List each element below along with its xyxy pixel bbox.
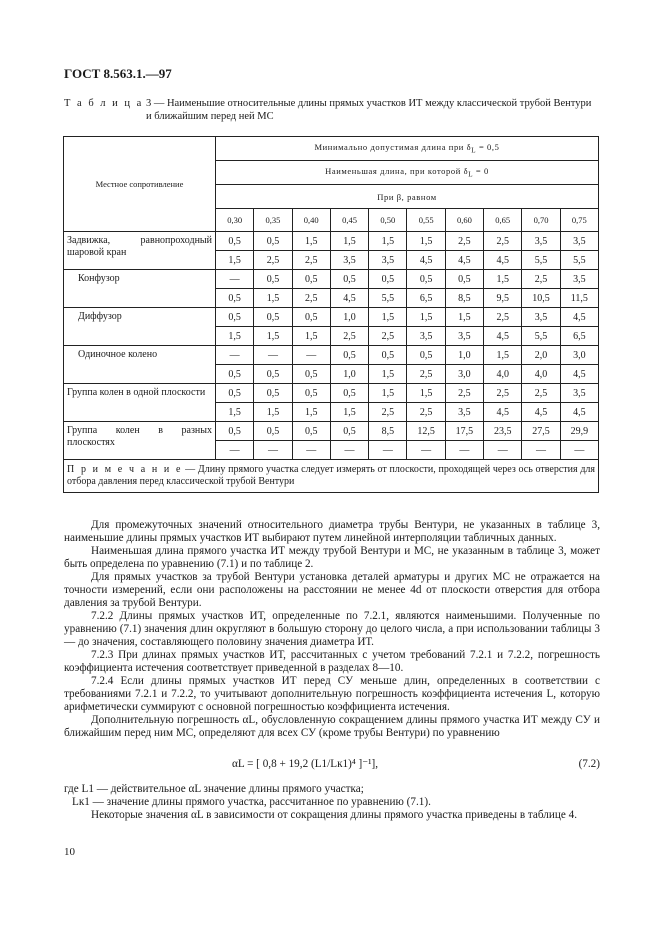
table-cell: 0,5 [216, 422, 254, 441]
table-cell: 0,5 [330, 270, 368, 289]
table-cell: 4,5 [484, 251, 522, 270]
beta-cell: 0,45 [330, 209, 368, 232]
table-cell: 1,5 [407, 308, 445, 327]
table-cell: 1,5 [484, 270, 522, 289]
table-cell: 1,5 [484, 346, 522, 365]
table-cell: 0,5 [369, 270, 407, 289]
caption-text-line1: 3 — Наименьшие относительные длины прямых участков ИТ между классической трубой Вентури [145, 98, 592, 109]
table-cell: 5,5 [522, 251, 560, 270]
table-cell: 6,5 [560, 327, 598, 346]
table-cell: 3,0 [560, 346, 598, 365]
table-cell: 3,5 [522, 308, 560, 327]
table-cell: 2,5 [445, 384, 483, 403]
table-cell: 0,5 [216, 308, 254, 327]
table-cell: 0,5 [369, 346, 407, 365]
table-cell: — [369, 441, 407, 460]
table-cell: 3,5 [560, 270, 598, 289]
table-cell: 0,5 [292, 422, 330, 441]
table-cell: — [484, 441, 522, 460]
table-cell: 2,5 [445, 232, 483, 251]
table-cell: 1,5 [254, 403, 292, 422]
table-row [64, 346, 599, 365]
table-cell: 9,5 [484, 289, 522, 308]
beta-cell: 0,75 [560, 209, 598, 232]
table-cell: 1,5 [292, 232, 330, 251]
table-cell: 0,5 [407, 270, 445, 289]
table-cell: 1,5 [369, 384, 407, 403]
beta-cell: 0,65 [484, 209, 522, 232]
table-cell: — [216, 346, 254, 365]
table-cell: 0,5 [254, 308, 292, 327]
table-cell: 0,5 [407, 346, 445, 365]
beta-cell: 0,35 [254, 209, 292, 232]
table-cell: 10,5 [522, 289, 560, 308]
note-text: — Длину прямого участка следует измерять от плоскости, проходящей через ось отверстия для отбора давления перед классической трубой Вентури [67, 464, 596, 487]
table-caption [64, 97, 600, 123]
head-smallest-length: Наименьшая длина, при которой $\delta_L = 0$ [216, 161, 599, 185]
table-cell: 6,5 [407, 289, 445, 308]
table-cell: 1,0 [445, 346, 483, 365]
table-cell: 2,5 [484, 308, 522, 327]
table-cell: 12,5 [407, 422, 445, 441]
table-cell: 5,5 [560, 251, 598, 270]
table-cell: 0,5 [292, 365, 330, 384]
table-cell: 23,5 [484, 422, 522, 441]
beta-cell: 0,60 [445, 209, 483, 232]
definition-1: где L1 — действительное αL значение длины прямого участка; [64, 783, 364, 795]
table-cell: 2,5 [522, 384, 560, 403]
caption-label: Т а б л и ц а [64, 98, 144, 109]
table-cell: — [330, 441, 368, 460]
formula-number: (7.2) [578, 758, 600, 770]
table-cell: 3,5 [330, 251, 368, 270]
beta-cell: 0,55 [407, 209, 445, 232]
table-cell: 0,5 [292, 308, 330, 327]
paragraph-3: Для прямых участков за трубой Вентури установка деталей арматуры и других МС не отражается на точности измерений, если они расположены на расстоянии не менее 4d от плоскости отверстия для отбора давления за трубой Вентури. [64, 571, 600, 609]
table-cell: — [522, 441, 560, 460]
table-row [64, 232, 599, 251]
table-cell: 1,5 [369, 365, 407, 384]
table-cell: 0,5 [216, 365, 254, 384]
table-cell: 1,5 [330, 232, 368, 251]
resistance-name: Задвижка, равнопроходный шаровой кран [64, 232, 216, 270]
formula-7-2 [64, 758, 600, 771]
table-cell: 3,5 [560, 384, 598, 403]
head-min-length: Минимально допустимая длина при $\delta_L = 0,5$ [216, 137, 599, 161]
table-cell: 3,5 [445, 327, 483, 346]
table-cell: 4,5 [560, 365, 598, 384]
resistance-name: Диффузор [64, 308, 216, 346]
table-cell: 3,5 [407, 327, 445, 346]
table-row [64, 308, 599, 327]
page-number: 10 [64, 846, 75, 858]
paragraph-7: Дополнительную погрешность αL, обусловленную сокращением длины прямого участка ИТ между СУ и ближайшим перед ним МС, определяют для всех СУ (кроме трубы Вентури) по уравнению [64, 714, 600, 739]
table-cell: — [216, 441, 254, 460]
table-3 [63, 136, 599, 493]
formula-expression: αL = [ 0,8 + 19,2 (L1/Lк1)⁴ ]⁻¹], [232, 758, 379, 770]
table-cell: — [254, 441, 292, 460]
table-cell: 3,5 [445, 403, 483, 422]
table-cell: 4,5 [330, 289, 368, 308]
table-cell: 2,5 [292, 289, 330, 308]
table-row [64, 384, 599, 403]
resistance-name: Конфузор [64, 270, 216, 308]
table-cell: 1,0 [330, 308, 368, 327]
table-cell: 3,0 [445, 365, 483, 384]
table-cell: 0,5 [330, 346, 368, 365]
resistance-name: Группа колен в разных плоскостях [64, 422, 216, 460]
table-cell: 2,5 [484, 384, 522, 403]
table-cell: 2,5 [369, 403, 407, 422]
resistance-name: Одиночное колено [64, 346, 216, 384]
table-cell: 2,0 [522, 346, 560, 365]
table-row [64, 422, 599, 441]
table-cell: 4,5 [484, 327, 522, 346]
table-cell: 1,5 [216, 251, 254, 270]
table-cell: 1,5 [292, 403, 330, 422]
table-cell: 2,5 [254, 251, 292, 270]
table-cell: 1,5 [254, 289, 292, 308]
table-cell: 27,5 [522, 422, 560, 441]
table-row [64, 270, 599, 289]
body-text [64, 519, 600, 822]
beta-cell: 0,40 [292, 209, 330, 232]
paragraph-5: 7.2.3 При длинах прямых участков ИТ, рассчитанных с учетом требований 7.2.1 и 7.2.2, погрешность коэффициента истечения соответствует приведенной в разделах 8—10. [64, 649, 600, 674]
document-header: ГОСТ 8.563.1.—97 [64, 66, 172, 81]
table-cell: — [445, 441, 483, 460]
table-cell: 8,5 [445, 289, 483, 308]
table-cell: 4,0 [522, 365, 560, 384]
table-cell: 0,5 [330, 422, 368, 441]
table-cell: 2,5 [407, 365, 445, 384]
definition-2: Lк1 — значение длины прямого участка, рассчитанное по уравнению (7.1). [72, 796, 431, 808]
table-cell: 11,5 [560, 289, 598, 308]
table-cell: 0,5 [292, 384, 330, 403]
table-cell: 2,5 [330, 327, 368, 346]
table-cell: 0,5 [254, 365, 292, 384]
table-cell: 2,5 [522, 270, 560, 289]
table-cell: 0,5 [216, 232, 254, 251]
paragraph-6: 7.2.4 Если длины прямых участков ИТ перед СУ меньше длин, определенных в соответствии с требованиями 7.2.1 и 7.2.2, то учитывают дополнительную погрешность коэффициента истечения L, которую арифметически суммируют с основной погрешностью коэффициента истечения. [64, 675, 600, 713]
table-cell: 17,5 [445, 422, 483, 441]
table-cell: 0,5 [292, 270, 330, 289]
table-cell: 1,5 [407, 384, 445, 403]
table-cell: 2,5 [292, 251, 330, 270]
head-beta: При β, равном [216, 185, 599, 209]
table-cell: 5,5 [369, 289, 407, 308]
table-cell: 3,5 [369, 251, 407, 270]
table-cell: 0,5 [254, 422, 292, 441]
table-cell: 4,5 [484, 403, 522, 422]
table-cell: 0,5 [330, 384, 368, 403]
table-cell: 2,5 [484, 232, 522, 251]
row-header-cell: Местное сопротивление [64, 137, 216, 232]
table-note [64, 460, 599, 493]
table-cell: 1,5 [292, 327, 330, 346]
table-cell: 5,5 [522, 327, 560, 346]
paragraph-4: 7.2.2 Длины прямых участков ИТ, определенные по 7.2.1, являются наименьшими. Полученные по уравнению (7.1) значения длин округляют в большую сторону до целого числа, а при использовании таблицы 3 — до значения, составляющего половину значения диаметра ИТ. [64, 610, 600, 648]
paragraph-1: Для промежуточных значений относительного диаметра трубы Вентури, не указанных в таблице 3, наименьшие длины прямых участков ИТ выбирают путем линейной интерполяции табличных данных. [64, 519, 600, 544]
table-cell: — [216, 270, 254, 289]
table-cell: 4,5 [560, 403, 598, 422]
beta-cell: 0,50 [369, 209, 407, 232]
note-label: П р и м е ч а н и е [67, 464, 183, 475]
table-cell: 4,5 [522, 403, 560, 422]
table-cell: 3,5 [560, 232, 598, 251]
table-cell: 0,5 [216, 384, 254, 403]
table-cell: — [560, 441, 598, 460]
table-cell: 0,5 [254, 270, 292, 289]
table-cell: 1,5 [407, 232, 445, 251]
table-cell: 4,5 [560, 308, 598, 327]
note-row [64, 460, 599, 493]
table-cell: 4,5 [445, 251, 483, 270]
table-cell: 8,5 [369, 422, 407, 441]
table-cell: 1,5 [445, 308, 483, 327]
table-cell: 1,5 [330, 403, 368, 422]
beta-cell: 0,70 [522, 209, 560, 232]
table-cell: — [292, 346, 330, 365]
table-cell: 2,5 [407, 403, 445, 422]
resistance-name: Группа колен в одной плоскости [64, 384, 216, 422]
table-cell: 0,5 [254, 232, 292, 251]
beta-cell: 0,30 [216, 209, 254, 232]
table-cell: 0,5 [216, 289, 254, 308]
table-cell: — [254, 346, 292, 365]
table-cell: 0,5 [254, 384, 292, 403]
table-cell: 2,5 [369, 327, 407, 346]
table-cell: 1,5 [369, 232, 407, 251]
table-cell: 1,5 [216, 403, 254, 422]
table-cell: — [292, 441, 330, 460]
table-cell: 1,5 [369, 308, 407, 327]
caption-text-line2: и ближайшим перед ней МС [146, 111, 274, 122]
table-cell: 4,0 [484, 365, 522, 384]
table-cell: 0,5 [445, 270, 483, 289]
table-cell: — [407, 441, 445, 460]
table-cell: 1,5 [254, 327, 292, 346]
definitions [64, 783, 600, 809]
table-cell: 29,9 [560, 422, 598, 441]
paragraph-8: Некоторые значения αL в зависимости от сокращения длины прямого участка приведены в таблице 4. [91, 809, 578, 821]
paragraph-2: Наименьшая длина прямого участка ИТ между трубой Вентури и МС, не указанным в таблице 3, может быть определена по уравнению (7.1) и по таблице 2. [64, 545, 600, 570]
table-cell: 4,5 [407, 251, 445, 270]
table-cell: 1,0 [330, 365, 368, 384]
table-cell: 1,5 [216, 327, 254, 346]
table-cell: 3,5 [522, 232, 560, 251]
